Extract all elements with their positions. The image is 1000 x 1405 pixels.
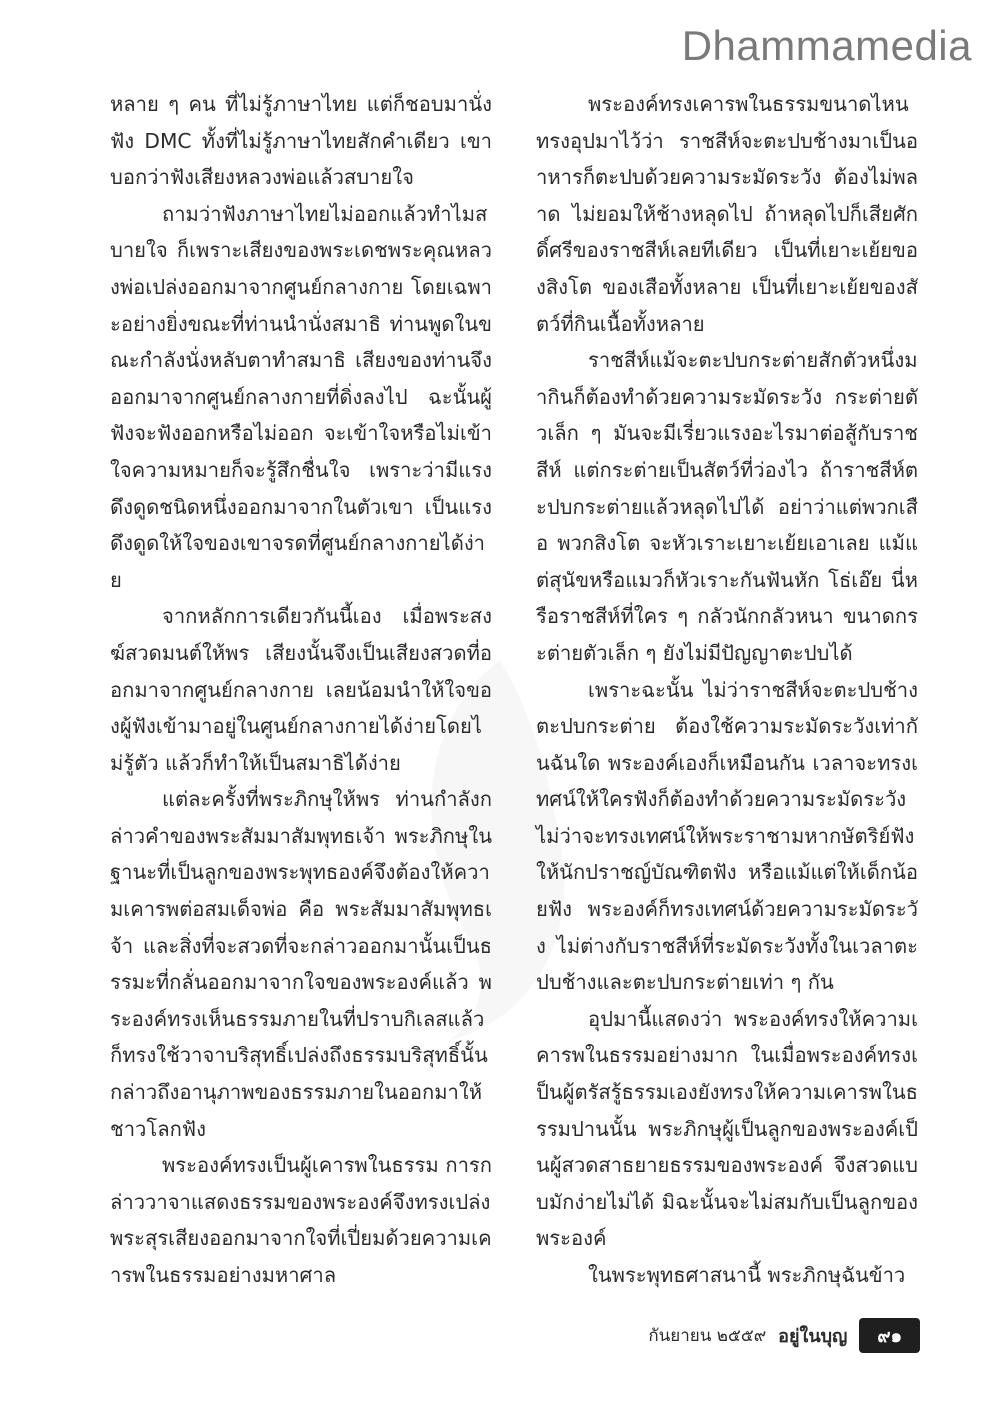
paragraph: จากหลักการเดียวกันนี้เอง เมื่อพระสงฆ์สวดมนต์ให้พร เสียงนั้นจึงเป็นเสียงสวดที่ออกมาจากศูนย์กลางกาย เลยน้อมนำให้ใจของผู้ฟังเข้ามาอยู่ในศูนย์กลางกายได้ง่ายโดยไม่รู้ตัว แล้วก็ทำให้เป็นสมาธิได้ง่าย [110, 604, 492, 775]
page-footer [648, 1318, 920, 1352]
paragraph: ในพระพุทธศาสนานี้ พระภิกษุฉันข้าว [588, 1263, 906, 1287]
paragraph: พระองค์ทรงเป็นผู้เคารพในธรรม การกล่าววาจาแสดงธรรมของพระองค์จึงทรงเปล่งพระสุรเสียงออกมาจากใจที่เปี่ยมด้วยความเคารพในธรรมอย่างมหาศาล [110, 1153, 492, 1287]
issue-date: กันยายน ๒๕๕๙ [648, 1325, 767, 1346]
paragraph: หลาย ๆ คน ที่ไม่รู้ภาษาไทย แต่ก็ชอบมานั่งฟัง DMC ทั้งที่ไม่รู้ภาษาไทยสักคำเดียว เขาบอกว่าฟังเสียงหลวงพ่อแล้วสบายใจ [110, 92, 492, 190]
paragraph: ถามว่าฟังภาษาไทยไม่ออกแล้วทำไมสบายใจ ก็เพราะเสียงของพระเดชพระคุณหลวงพ่อเปล่งออกมาจากศูนย์กลางกาย โดยเฉพาะอย่างยิ่งขณะที่ท่านนำนั่งสมาธิ ท่านพูดในขณะกำลังนั่งหลับตาทำสมาธิ เสียงของท่านจึงออกมาจากศูนย์กลางกายที่ดิ่งลงไป ฉะนั้นผู้ฟังจะฟังออกหรือไม่ออก จะเข้าใจหรือไม่เข้าใจความหมายก็จะรู้สึกชื่นใจ เพราะว่ามีแรงดึงดูดชนิดหนึ่งออกมาจากในตัวเขา เป็นแรงดึงดูดให้ใจของเขาจรดที่ศูนย์กลางกายได้ง่าย [110, 201, 492, 592]
magazine-title: อยู่ในบุญ [778, 1325, 848, 1347]
paragraph: ราชสีห์แม้จะตะปบกระต่ายสักตัวหนึ่งมากินก็ต้องทำด้วยความระมัดระวัง กระต่ายตัวเล็ก ๆ มันจะมีเรี่ยวแรงอะไรมาต่อสู้กับราชสีห์ แต่กระต่ายเป็นสัตว์ที่ว่องไว ถ้าราชสีห์ตะปบกระต่ายแล้วหลุดไปได้ อย่าว่าแต่พวกเสือ พวกสิงโต จะหัวเราะเยาะเย้ยเอาเลย แม้แต่สุนัขหรือแมวก็หัวเราะกันฟันหัก โธ่เอ๊ย นี่หรือราชสีห์ที่ใคร ๆ กลัวนักกลัวหนา ขนาดกระต่ายตัวเล็ก ๆ ยังไม่มีปัญญาตะปบได้ [536, 348, 918, 665]
page-number: ๙๑ [859, 1318, 920, 1353]
paragraph: อุปมานี้แสดงว่า พระองค์ทรงให้ความเคารพในธรรมอย่างมาก ในเมื่อพระองค์ทรงเป็นผู้ตรัสรู้ธรรมเองยังทรงให้ความเคารพในธรรมปานนั้น พระภิกษุผู้เป็นลูกของพระองค์เป็นผู้สวดสาธยายธรรมของพระองค์ จึงสวดแบบมักง่ายไม่ได้ มิฉะนั้นจะไม่สมกับเป็นลูกของพระองค์ [536, 1006, 918, 1251]
paragraph: แต่ละครั้งที่พระภิกษุให้พร ท่านกำลังกล่าวคำของพระสัมมาสัมพุทธเจ้า พระภิกษุในฐานะที่เป็นลูกของพระพุทธองค์จึงต้องให้ความเคารพต่อสมเด็จพ่อ คือ พระสัมมาสัมพุทธเจ้า และสิ่งที่จะสวดที่จะกล่าวออกมานั้นเป็นธรรมะที่กลั่นออกมาจากใจของพระองค์แล้ว พระองค์ทรงเห็นธรรมภายในที่ปราบกิเลสแล้วก็ทรงใช้วาจาบริสุทธิ์เปล่งถึงธรรมบริสุทธิ์นั้น กล่าวถึงอานุภาพของธรรมภายในออกมาให้ชาวโลกฟัง [110, 787, 492, 1141]
paragraph: เพราะฉะนั้น ไม่ว่าราชสีห์จะตะปบช้างตะปบกระต่าย ต้องใช้ความระมัดระวังเท่ากันฉันใด พระองค์เองก็เหมือนกัน เวลาจะทรงเทศน์ให้ใครฟังก็ต้องทำด้วยความระมัดระวัง ไม่ว่าจะทรงเทศน์ให้พระราชามหากษัตริย์ฟัง ให้นักปราชญ์บัณฑิตฟัง หรือแม้แต่ให้เด็กน้อยฟัง พระองค์ก็ทรงเทศน์ด้วยความระมัดระวัง ไม่ต่างกับราชสีห์ที่ระมัดระวังทั้งในเวลาตะปบช้างและตะปบกระต่ายเท่า ๆ กัน [536, 677, 918, 995]
left-column [110, 86, 492, 1294]
paragraph: พระองค์ทรงเคารพในธรรมขนาดไหน ทรงอุปมาไว้ว่า ราชสีห์จะตะปบช้างมาเป็นอาหารก็ตะปบด้วยความระมัดระวัง ต้องไม่พลาด ไม่ยอมให้ช้างหลุดไป ถ้าหลุดไปก็เสียศักดิ์ศรีของราชสีห์เลยทีเดียว เป็นที่เยาะเย้ยของสิงโต ของเสือทั้งหลาย เป็นที่เยาะเย้ยของสัตว์ที่กินเนื้อทั้งหลาย [536, 92, 918, 336]
brand-title: Dhammamedia [681, 22, 972, 69]
right-column [536, 86, 918, 1294]
